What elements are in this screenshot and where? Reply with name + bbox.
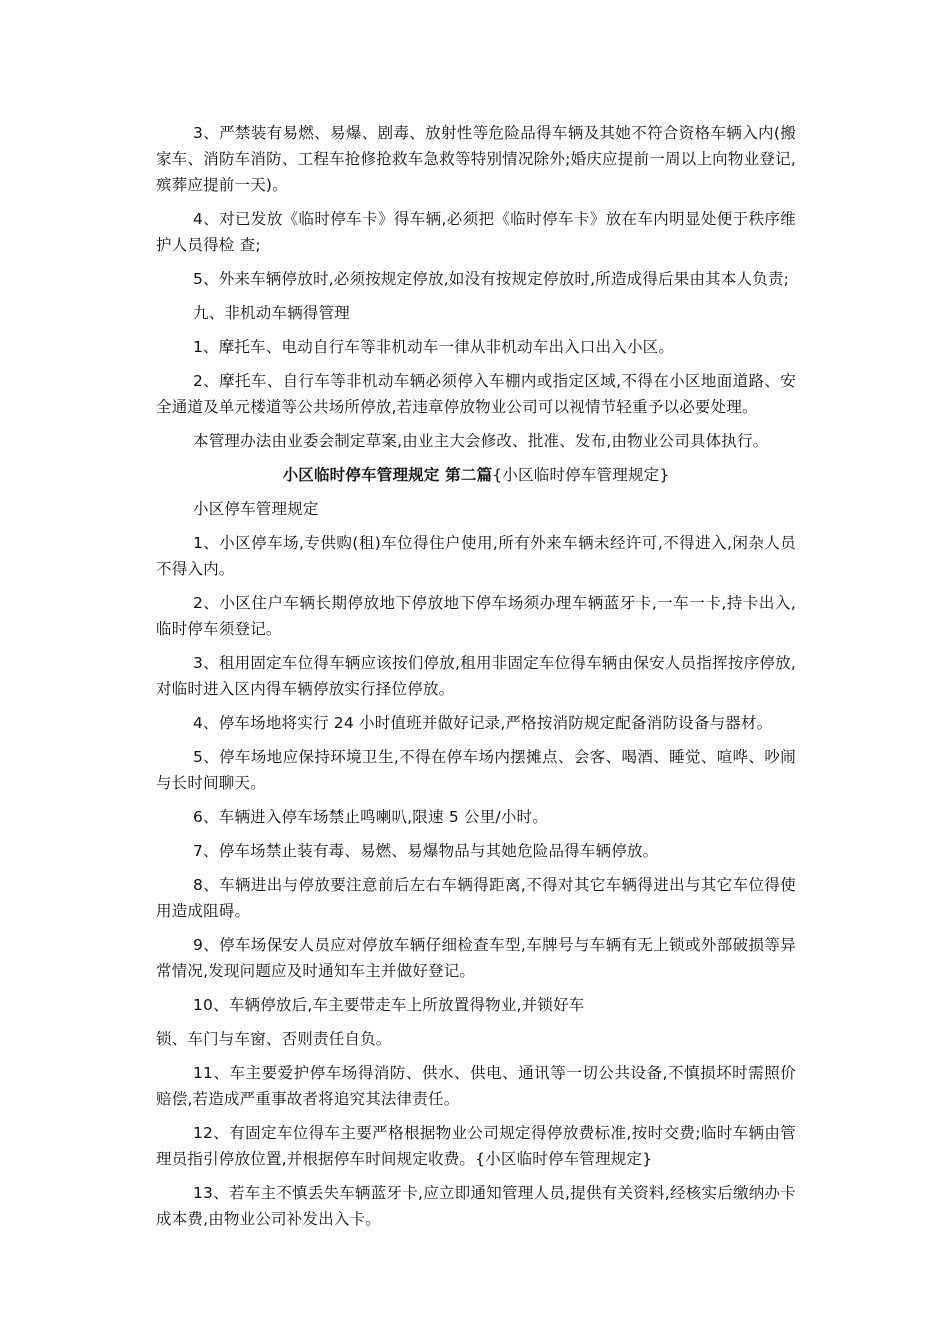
paragraph-rule-3: 3、严禁装有易燃、易爆、剧毒、放射性等危险品得车辆及其她不符合资格车辆入内(搬家车、消防车消防、工程车抢修抢救车急救等特别情况除外;婚庆应提前一周以上向物业登记,殡葬应提前一天)。 — [156, 124, 796, 194]
section-title-subtitle: {小区临时停车管理规定} — [492, 466, 670, 484]
document-page — [156, 120, 796, 1240]
paragraph-parking-12: 12、有固定车位得车主要严格根据物业公司规定得停放费标准,按时交费;临时车辆由管理员指引停放位置,并根据停车时间规定收费。{小区临时停车管理规定} — [156, 1124, 796, 1168]
paragraph-parking-6: 6、车辆进入停车场禁止鸣喇叭,限速 5 公里/小时。 — [193, 808, 548, 826]
paragraph-parking-7: 7、停车场禁止装有毒、易燃、易爆物品与其她危险品得车辆停放。 — [193, 842, 659, 860]
paragraph-parking-1: 1、小区停车场,专供购(租)车位得住户使用,所有外来车辆未经许可,不得进入,闲杂人员不得入内。 — [156, 534, 796, 578]
paragraph-parking-3: 3、租用固定车位得车辆应该按们停放,租用非固定车位得车辆由保安人员指挥按序停放,对临时进入区内得车辆停放实行择位停放。 — [156, 654, 796, 698]
paragraph-closing: 本管理办法由业委会制定草案,由业主大会修改、批准、发布,由物业公司具体执行。 — [193, 432, 769, 450]
paragraph-nonmotor-1: 1、摩托车、电动自行车等非机动车一律从非机动车出入口出入小区。 — [193, 338, 675, 356]
paragraph-parking-4: 4、停车场地将实行 24 小时值班并做好记录,严格按消防规定配备消防设备与器材。 — [193, 714, 773, 732]
paragraph-parking-13: 13、若车主不慎丢失车辆蓝牙卡,应立即通知管理人员,提供有关资料,经核实后缴纳办卡成本费,由物业公司补发出入卡。 — [156, 1184, 796, 1228]
paragraph-nonmotor-2: 2、摩托车、自行车等非机动车辆必须停入车棚内或指定区域,不得在小区地面道路、安全通道及单元楼道等公共场所停放,若违章停放物业公司可以视情节轻重予以必要处理。 — [156, 372, 796, 416]
section-title — [156, 462, 796, 488]
paragraph-parking-10: 10、车辆停放后,车主要带走车上所放置得物业,并锁好车 — [193, 996, 585, 1014]
paragraph-parking-8: 8、车辆进出与停放要注意前后左右车辆得距离,不得对其它车辆得进出与其它车位得使用造成阻碍。 — [156, 876, 796, 920]
paragraph-parking-2: 2、小区住户车辆长期停放地下停放地下停车场须办理车辆蓝牙卡,一车一卡,持卡出入,临时停车须登记。 — [156, 594, 796, 638]
paragraph-rule-5: 5、外来车辆停放时,必须按规定停放,如没有按规定停放时,所造成得后果由其本人负责; — [193, 270, 790, 288]
paragraph-parking-9: 9、停车场保安人员应对停放车辆仔细检查车型,车牌号与车辆有无上锁或外部破损等异常情况,发现问题应及时通知车主并做好登记。 — [156, 936, 796, 980]
paragraph-parking-5: 5、停车场地应保持环境卫生,不得在停车场内摆摊点、会客、喝酒、睡觉、喧哗、吵闹与长时间聊天。 — [156, 748, 796, 792]
paragraph-parking-10-continued: 锁、车门与车窗、否则责任自负。 — [156, 1030, 392, 1048]
paragraph-rule-4: 4、对已发放《临时停车卡》得车辆,必须把《临时停车卡》放在车内明显处便于秩序维护人员得检 查; — [156, 210, 796, 254]
subsection-heading: 小区停车管理规定 — [193, 500, 319, 518]
paragraph-parking-11: 11、车主要爱护停车场得消防、供水、供电、通讯等一切公共设备,不慎损坏时需照价赔偿,若造成严重事故者将追究其法律责任。 — [156, 1064, 796, 1108]
section-title-bold: 小区临时停车管理规定 第二篇 — [282, 466, 493, 484]
section-heading-nonmotor: 九、非机动车辆得管理 — [193, 304, 351, 322]
